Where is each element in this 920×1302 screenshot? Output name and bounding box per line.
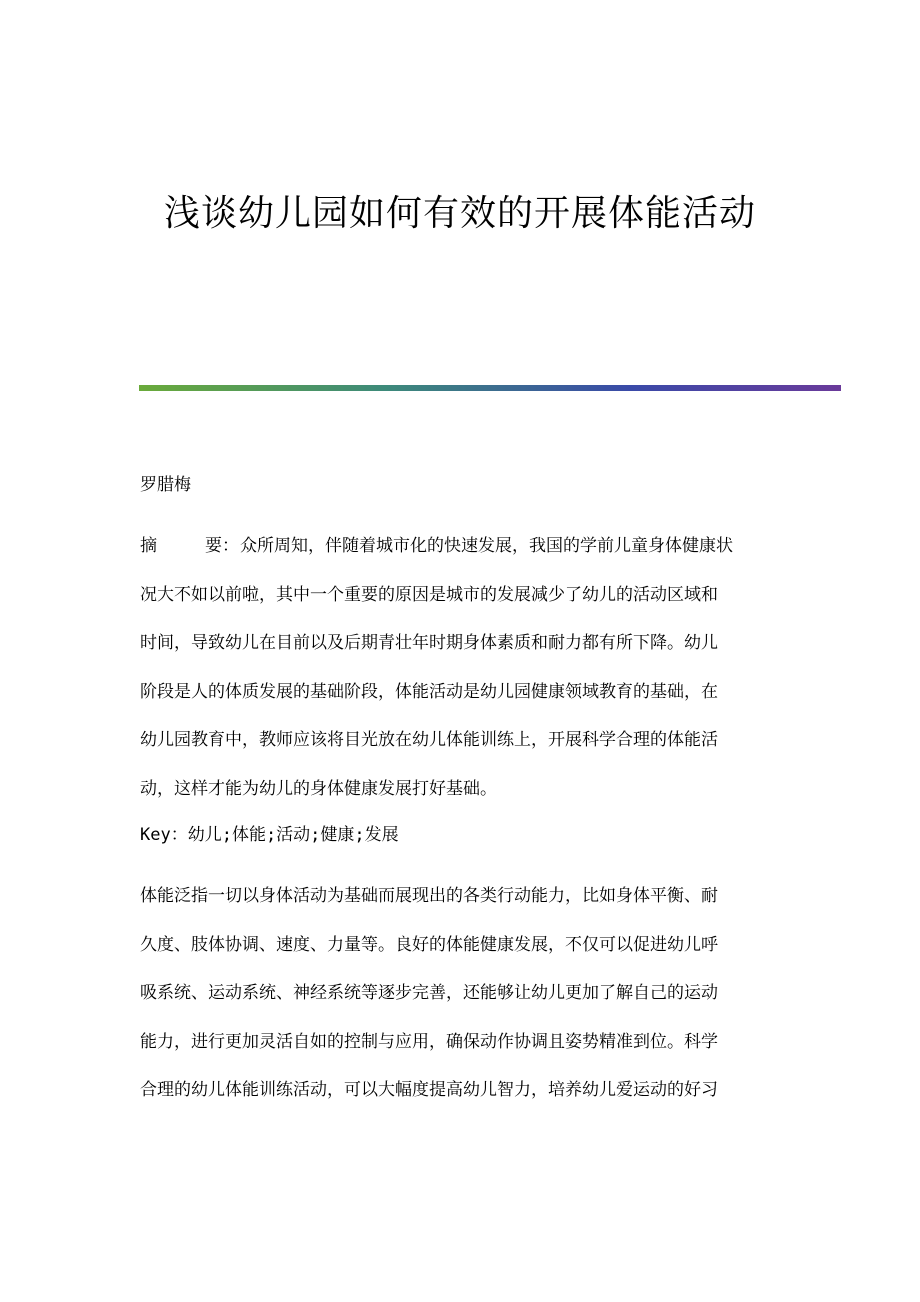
abstract-label xyxy=(140,522,240,571)
body-text-line: 能力，进行更加灵活自如的控制与应用，确保动作协调且姿势精准到位。科学 xyxy=(140,1031,718,1052)
body-paragraph xyxy=(140,872,780,1115)
abstract-text-line: 况大不如以前啦，其中一个重要的原因是城市的发展减少了幼儿的活动区域和 xyxy=(140,584,718,605)
abstract-text-line: 众所周知，伴随着城市化的快速发展，我国的学前儿童身体健康状 xyxy=(240,536,733,556)
body-text-line: 久度、肢体协调、速度、力量等。良好的体能健康发展，不仅可以促进幼儿呼 xyxy=(140,934,718,955)
abstract-label-right: 要： xyxy=(205,536,239,556)
abstract-text-line: 时间，导致幼儿在目前以及后期青壮年时期身体素质和耐力都有所下降。幼儿 xyxy=(140,633,718,654)
title-divider-rule xyxy=(139,385,841,391)
author-name: 罗腊梅 xyxy=(140,475,191,495)
abstract-text-line: 动，这样才能为幼儿的身体健康发展打好基础。 xyxy=(140,778,497,799)
abstract-line xyxy=(140,522,780,571)
body-text-line: 体能泛指一切以身体活动为基础而展现出的各类行动能力，比如身体平衡、耐 xyxy=(140,886,718,906)
abstract-section xyxy=(140,522,780,814)
abstract-text-line: 幼儿园教育中，教师应该将目光放在幼儿体能训练上，开展科学合理的体能活 xyxy=(140,730,718,751)
abstract-label-left: 摘 xyxy=(140,536,157,556)
body-text-line: 合理的幼儿体能训练活动，可以大幅度提高幼儿智力，培养幼儿爱运动的好习 xyxy=(140,1080,718,1101)
keywords-line: Key：幼儿;体能;活动;健康;发展 xyxy=(140,825,399,845)
document-title: 浅谈幼儿园如何有效的开展体能活动 xyxy=(163,193,756,234)
abstract-text-line: 阶段是人的体质发展的基础阶段，体能活动是幼儿园健康领域教育的基础，在 xyxy=(140,681,718,702)
body-text-line: 吸系统、运动系统、神经系统等逐步完善，还能够让幼儿更加了解自己的运动 xyxy=(140,983,718,1004)
